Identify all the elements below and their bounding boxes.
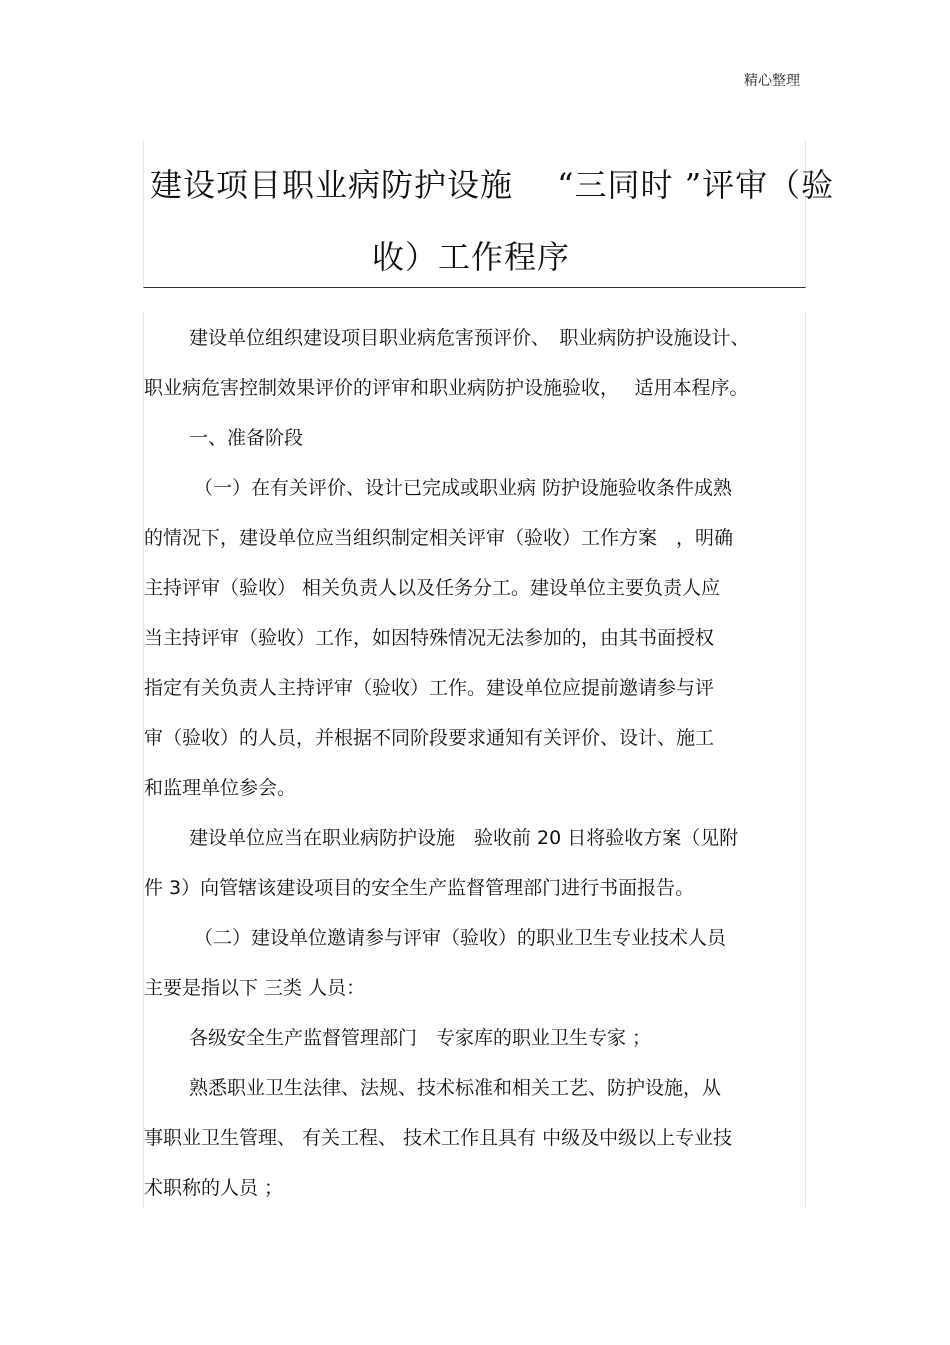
body-line-14: 主要是指以下 三类 人员： xyxy=(144,977,366,999)
body-line-16: 熟悉职业卫生法律、法规、技术标准和相关工艺、防护设施，从 xyxy=(189,1077,722,1099)
body-line-8: 指定有关负责人主持评审（验收）工作。建设单位应提前邀请参与评 xyxy=(144,677,715,699)
body-line-7: 当主持评审（验收）工作，如因特殊情况无法参加的，由其书面授权 xyxy=(144,627,715,649)
body-line-12: 件 3）向管辖该建设项目的安全生产监督管理部门进行书面报告。 xyxy=(144,877,695,899)
document-body xyxy=(143,312,806,1207)
body-line-18: 术职称的人员 ； xyxy=(144,1177,284,1199)
document-title xyxy=(143,140,835,288)
body-line-17: 事职业卫生管理、 有关工程、 技术工作且具有 中级及中级以上专业技 xyxy=(144,1127,733,1149)
body-line-15: 各级安全生产监督管理部门 专家库的职业卫生专家 ； xyxy=(189,1027,652,1049)
body-line-9: 审（验收）的人员，并根据不同阶段要求通知有关评价、设计、施工 xyxy=(144,727,715,749)
body-line-1: 建设单位组织建设项目职业病危害预评价、 职业病防护设施设计、 xyxy=(189,327,750,349)
header-note: 精心整理 xyxy=(744,73,800,89)
body-line-2: 职业病危害控制效果评价的评审和职业病防护设施验收， 适用本程序。 xyxy=(144,377,749,399)
body-line-13: （二）建设单位邀请参与评审（验收）的职业卫生专业技术人员 xyxy=(194,927,727,949)
body-line-5: 的情况下，建设单位应当组织制定相关评审（验收）工作方案 ，明确 xyxy=(144,527,734,549)
body-line-10: 和监理单位参会。 xyxy=(144,777,297,799)
title-line-2: 收）工作程序 xyxy=(372,238,571,276)
body-line-11: 建设单位应当在职业病防护设施 验收前 20 日将验收方案（见附 xyxy=(189,827,739,849)
title-line-1: 建设项目职业病防护设施 “三同时 ”评审（验 xyxy=(150,166,835,204)
section-heading-preparation: 一、准备阶段 xyxy=(189,427,304,449)
body-line-6: 主持评审（验收） 相关负责人以及任务分工。建设单位主要负责人应 xyxy=(144,577,721,599)
body-line-4: （一）在有关评价、设计已完成或职业病 防护设施验收条件成熟 xyxy=(194,477,733,499)
